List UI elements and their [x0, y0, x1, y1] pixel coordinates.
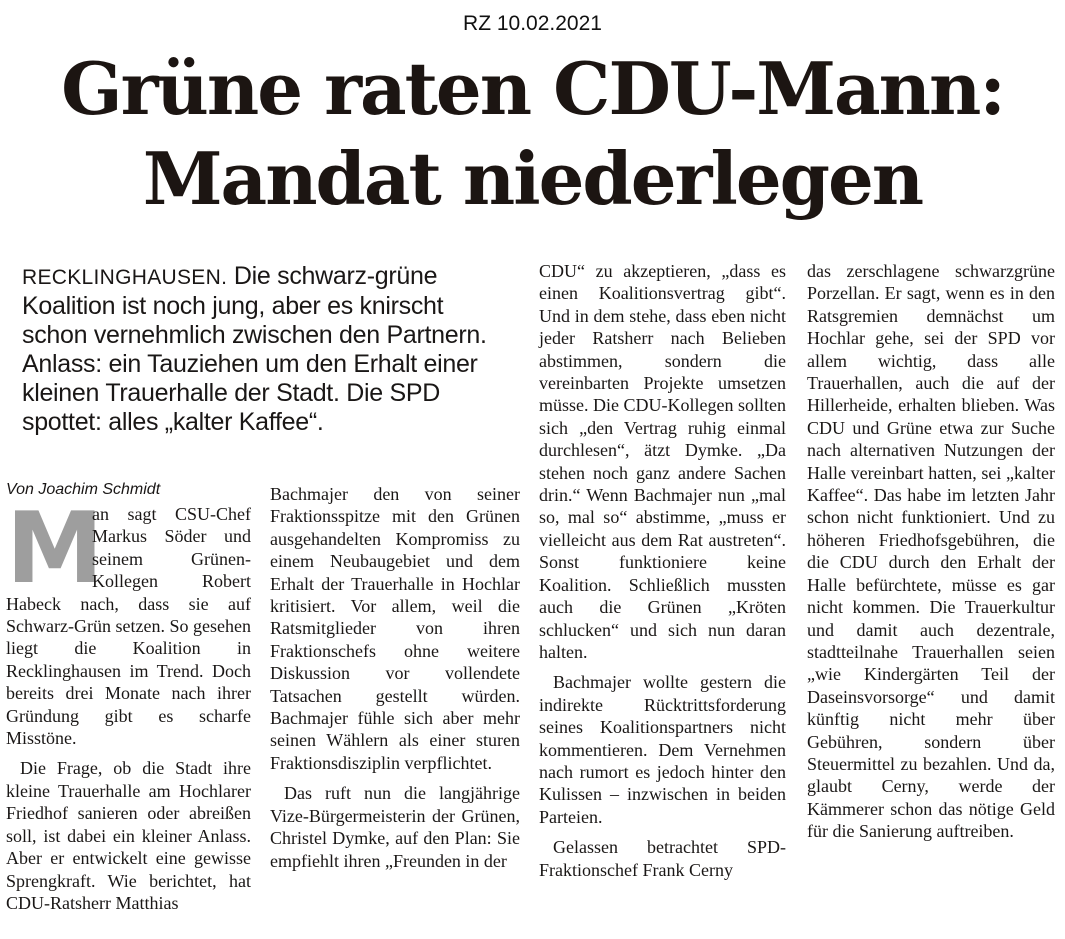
lead-dateline: RECKLINGHAUSEN.: [22, 266, 228, 289]
article-column-4: [807, 260, 1055, 843]
body-paragraph: [6, 492, 251, 749]
body-paragraph: Das ruft nun die langjährige Vize-Bürgermeisterin der Grünen, Christel Dymke, auf den Plan: Sie empfiehlt ihren „Freunden in der: [270, 783, 520, 871]
body-paragraph: Bachmajer wollte gestern die indirekte Rücktrittsforderung seines Koalitionspartners nicht kommentieren. Dem Vernehmen nach rumort es jedoch hinter den Kulissen – inzwischen in beiden Parteien.: [539, 672, 786, 827]
article-column-3: [539, 260, 786, 881]
lead-text: Die schwarz-grüne Koalition ist noch jung, aber es knirscht schon vernehmlich zwischen den Partnern. Anlass: ein Tauziehen um den Erhalt einer kleinen Trauerhalle der Stadt. Die SPD spottet: alles „kalter Kaffee“.: [22, 262, 487, 436]
body-paragraph: Gelassen betrachtet SPD-Fraktionschef Frank Cerny: [539, 837, 786, 880]
source-date: RZ 10.02.2021: [463, 12, 602, 35]
article-column-2: [270, 483, 520, 872]
body-paragraph: das zerschlagene schwarzgrüne Porzellan. Er sagt, wenn es in den Ratsgremien demnächst um Hochlar gehe, sei der SPD vor allem wichtig, dass alle Trauerhallen, auch die auf der Hillerheide, erhalten blieben. Was CDU und Grüne etwa zur Suche nach alternativen Nutzungen der Halle vereinbart hatten, sei „kalter Kaffee“. Das habe im letzten Jahr schon nicht funktioniert. Und zu höheren Friedhofsgebühren, die die CDU durch den Erhalt der Halle befürchtete, müsse es gar nicht kommen. Die Trauerkultur und damit auch dezentrale, stadtteilnahe Trauerhallen seien „wie Kindergärten Teil der Daseinsvorsorge“ und damit künftig nicht mehr über Gebühren, sondern über Steuermittel zu bezahlen. Und da, glaubt Cerny, werde der Kämmerer schon das nötige Geld für die Sanierung auftreiben.: [807, 261, 1055, 842]
article-column-1: [6, 492, 251, 914]
body-paragraph: Die Frage, ob die Stadt ihre kleine Trauerhalle am Hochlarer Friedhof sanieren oder abreißen soll, ist dabei ein kleiner Anlass. Aber er entwickelt eine gewisse Sprengkraft. Wie berichtet, hat CDU-Ratsherr Matthias: [6, 758, 251, 913]
headline-line-2: Mandat niederlegen: [142, 136, 923, 221]
headline-line-1: Grüne raten CDU-Mann:: [61, 46, 1004, 131]
drop-cap: M: [6, 492, 104, 606]
body-paragraph: CDU“ zu akzeptieren, „dass es einen Koalitionsvertrag gibt“. Und in dem stehe, dass eben nicht jeder Ratsherr nach Belieben abstimmen, sondern die vereinbarten Projekte umsetzen müsse. Die CDU-Kollegen sollten sich „den Vertrag ruhig einmal durchlesen“, ätzt Dymke. „Da stehen noch ganz andere Sachen drin.“ Wenn Bachmajer nun „mal so, mal so“ abstimme, „muss er vielleicht aus dem Rat austreten“. Sonst funktioniere keine Koalition. Schließlich mussten auch die Grünen „Kröten schlucken“ und sich nun daran halten.: [539, 261, 786, 662]
body-text: an sagt CSU-Chef Markus Söder und seinem Grünen-Kollegen Robert Habeck nach, dass sie auf Schwarz-Grün setzen. So gesehen liegt die Koalition in Recklinghausen im Trend. Doch bereits drei Monate nach ihrer Gründung gibt es scharfe Misstöne.: [6, 504, 251, 749]
lead-paragraph: [22, 262, 496, 437]
headline: [0, 44, 1065, 224]
byline: Von Joachim Schmidt: [6, 481, 161, 498]
body-paragraph: Bachmajer den von seiner Fraktionsspitze mit den Grünen ausgehandelten Kompromiss zu einem Neubaugebiet und dem Erhalt der Trauerhalle in Hochlar kritisiert. Vor allem, weil die Ratsmitglieder von ihren Fraktionschefs ohne weitere Diskussion vor vollendete Tatsachen gestellt würden. Bachmajer fühle sich aber mehr seinen Wählern als einer sturen Fraktionsdisziplin verpflichtet.: [270, 484, 520, 773]
